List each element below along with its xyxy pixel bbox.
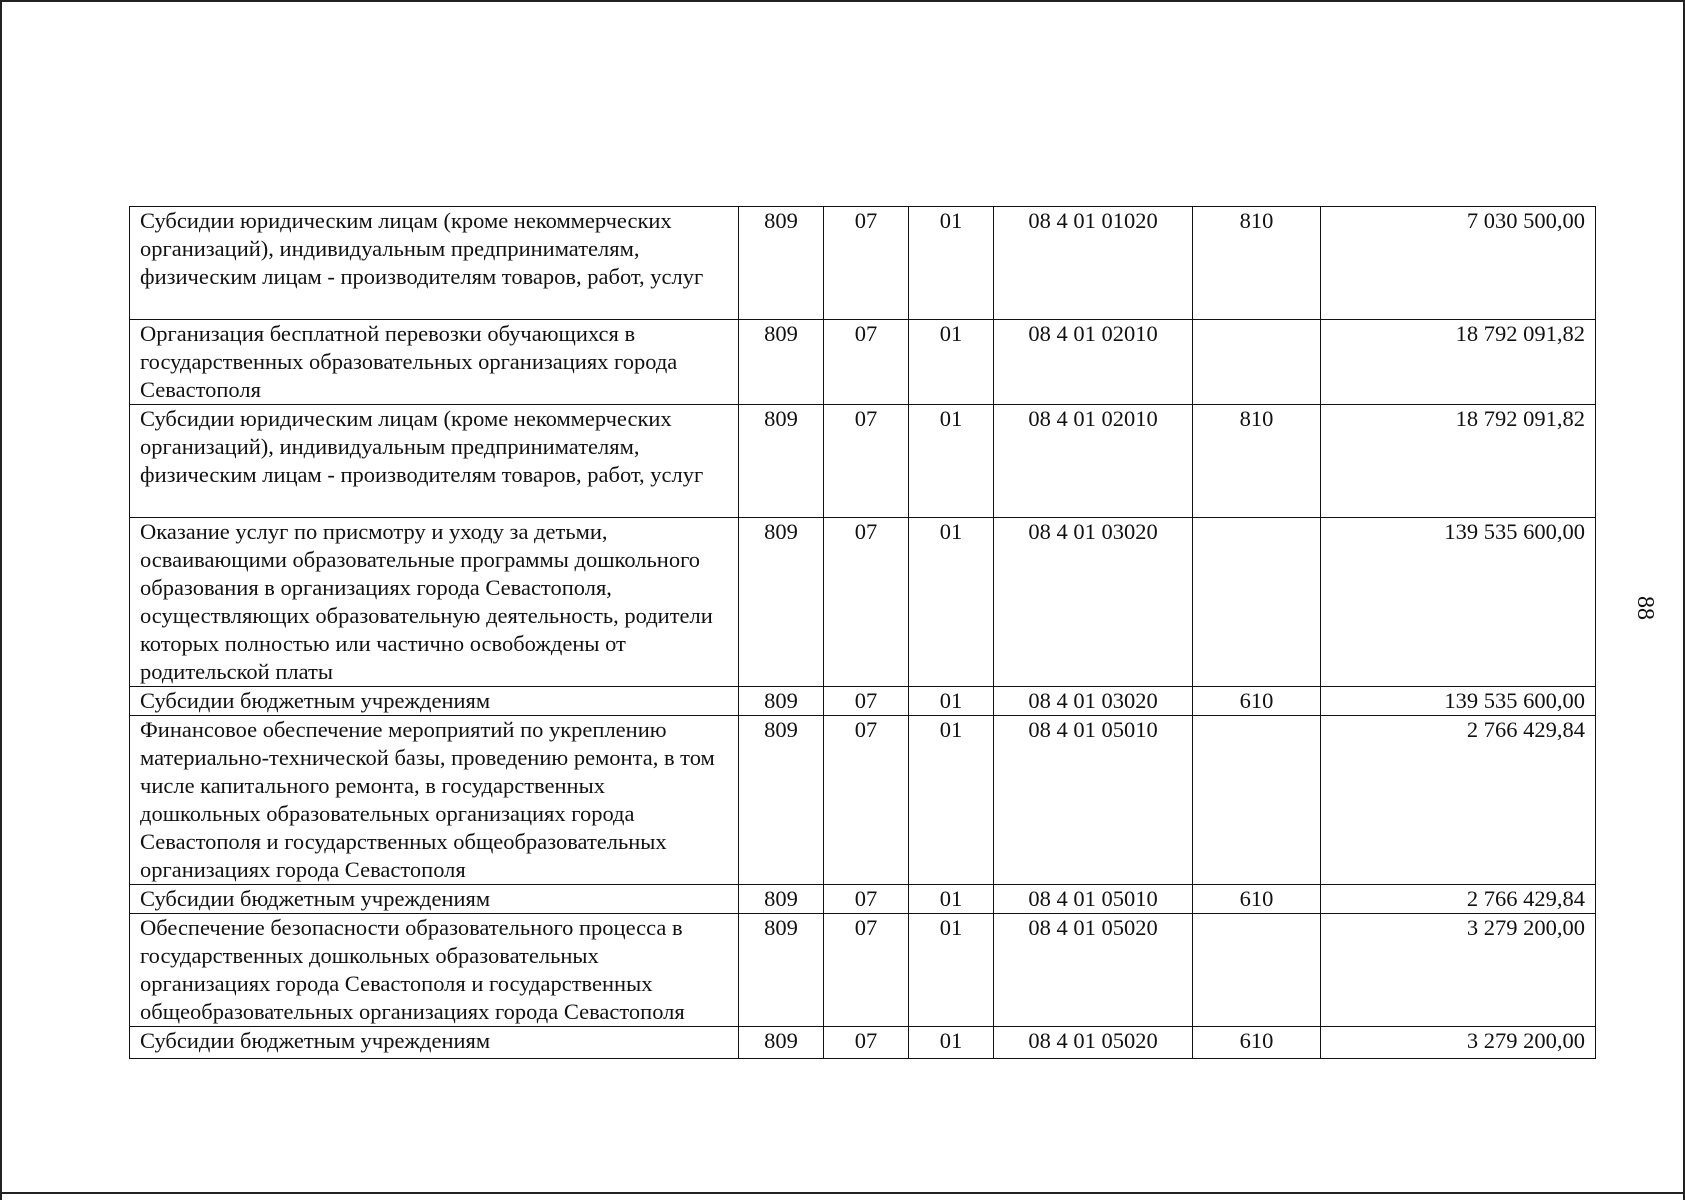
subsection-code-cell: 01 xyxy=(909,914,994,1027)
expense-type-cell xyxy=(1193,320,1321,405)
department-code-cell: 809 xyxy=(739,914,824,1027)
expense-type-cell: 610 xyxy=(1193,1027,1321,1059)
item-name-cell: Обеспечение безопасности образовательного процесса в государственных дошкольных образовательных организациях города Севастополя и государственных общеобразовательных организациях города Севастополя xyxy=(130,914,739,1027)
expense-type-cell: 610 xyxy=(1193,885,1321,914)
expense-type-cell xyxy=(1193,716,1321,885)
item-name-cell: Субсидии юридическим лицам (кроме некоммерческих организаций), индивидуальным предпринимателям, физическим лицам - производителям товаров, работ, услуг xyxy=(130,405,739,518)
expense-type-cell xyxy=(1193,518,1321,687)
amount-cell: 18 792 091,82 xyxy=(1321,405,1596,518)
table-row xyxy=(130,914,1596,1027)
section-code-cell: 07 xyxy=(824,1027,909,1059)
amount-cell: 3 279 200,00 xyxy=(1321,914,1596,1027)
table-row xyxy=(130,320,1596,405)
section-code-cell: 07 xyxy=(824,687,909,716)
subsection-code-cell: 01 xyxy=(909,1027,994,1059)
item-name-cell: Субсидии бюджетным учреждениям xyxy=(130,687,739,716)
item-name-cell: Субсидии бюджетным учреждениям xyxy=(130,1027,739,1059)
target-article-cell: 08 4 01 01020 xyxy=(994,207,1193,320)
target-article-cell: 08 4 01 03020 xyxy=(994,518,1193,687)
section-code-cell: 07 xyxy=(824,914,909,1027)
section-code-cell: 07 xyxy=(824,207,909,320)
amount-cell: 139 535 600,00 xyxy=(1321,518,1596,687)
subsection-code-cell: 01 xyxy=(909,405,994,518)
section-code-cell: 07 xyxy=(824,518,909,687)
target-article-cell: 08 4 01 05010 xyxy=(994,885,1193,914)
table-row xyxy=(130,405,1596,518)
target-article-cell: 08 4 01 05020 xyxy=(994,914,1193,1027)
department-code-cell: 809 xyxy=(739,320,824,405)
amount-cell: 139 535 600,00 xyxy=(1321,687,1596,716)
item-name-cell: Оказание услуг по присмотру и уходу за детьми, осваивающими образовательные программы дошкольного образования в организациях города Севастополя, осуществляющих образовательную деятельность, родители которых полностью или частично освобождены от родительской платы xyxy=(130,518,739,687)
target-article-cell: 08 4 01 05020 xyxy=(994,1027,1193,1059)
department-code-cell: 809 xyxy=(739,885,824,914)
subsection-code-cell: 01 xyxy=(909,207,994,320)
subsection-code-cell: 01 xyxy=(909,716,994,885)
page-number: 88 xyxy=(1632,596,1658,620)
expense-type-cell: 810 xyxy=(1193,207,1321,320)
department-code-cell: 809 xyxy=(739,1027,824,1059)
target-article-cell: 08 4 01 02010 xyxy=(994,405,1193,518)
department-code-cell: 809 xyxy=(739,207,824,320)
table-row xyxy=(130,1027,1596,1059)
subsection-code-cell: 01 xyxy=(909,518,994,687)
item-name-cell: Субсидии юридическим лицам (кроме некоммерческих организаций), индивидуальным предпринимателям, физическим лицам - производителям товаров, работ, услуг xyxy=(130,207,739,320)
expense-type-cell: 810 xyxy=(1193,405,1321,518)
department-code-cell: 809 xyxy=(739,518,824,687)
table-row xyxy=(130,716,1596,885)
target-article-cell: 08 4 01 02010 xyxy=(994,320,1193,405)
section-code-cell: 07 xyxy=(824,405,909,518)
department-code-cell: 809 xyxy=(739,405,824,518)
item-name-cell: Финансовое обеспечение мероприятий по укреплению материально-технической базы, проведению ремонта, в том числе капитального ремонта, в государственных дошкольных образовательных организациях города Севастополя и государственных общеобразовательных организациях города Севастополя xyxy=(130,716,739,885)
department-code-cell: 809 xyxy=(739,687,824,716)
item-name-cell: Субсидии бюджетным учреждениям xyxy=(130,885,739,914)
section-code-cell: 07 xyxy=(824,885,909,914)
scan-bottom-edge xyxy=(0,1192,1685,1194)
table-row xyxy=(130,687,1596,716)
table-row xyxy=(130,518,1596,687)
amount-cell: 18 792 091,82 xyxy=(1321,320,1596,405)
expense-type-cell xyxy=(1193,914,1321,1027)
department-code-cell: 809 xyxy=(739,716,824,885)
amount-cell: 3 279 200,00 xyxy=(1321,1027,1596,1059)
subsection-code-cell: 01 xyxy=(909,320,994,405)
subsection-code-cell: 01 xyxy=(909,687,994,716)
target-article-cell: 08 4 01 03020 xyxy=(994,687,1193,716)
target-article-cell: 08 4 01 05010 xyxy=(994,716,1193,885)
amount-cell: 7 030 500,00 xyxy=(1321,207,1596,320)
item-name-cell: Организация бесплатной перевозки обучающихся в государственных образовательных организациях города Севастополя xyxy=(130,320,739,405)
section-code-cell: 07 xyxy=(824,716,909,885)
table-row xyxy=(130,207,1596,320)
budget-allocation-table xyxy=(129,206,1596,1059)
amount-cell: 2 766 429,84 xyxy=(1321,716,1596,885)
section-code-cell: 07 xyxy=(824,320,909,405)
expense-type-cell: 610 xyxy=(1193,687,1321,716)
subsection-code-cell: 01 xyxy=(909,885,994,914)
table-row xyxy=(130,885,1596,914)
amount-cell: 2 766 429,84 xyxy=(1321,885,1596,914)
